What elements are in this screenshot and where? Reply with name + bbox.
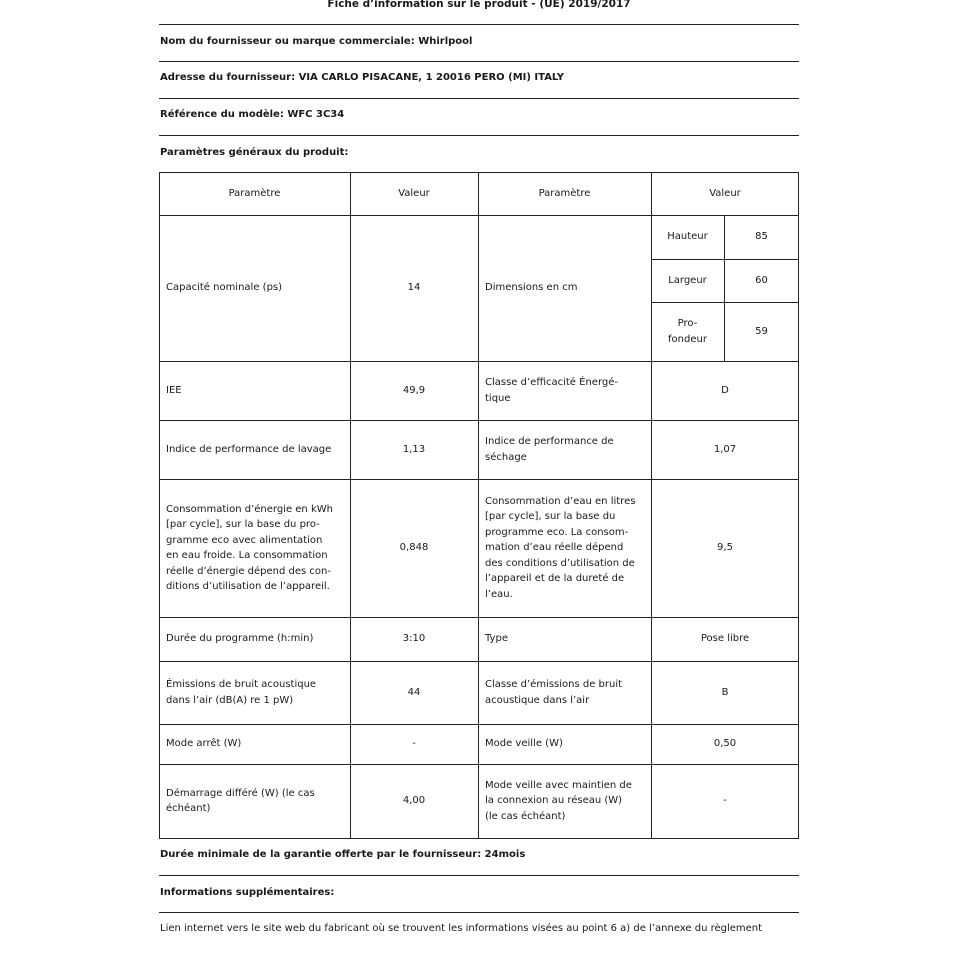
supplier-address: Adresse du fournisseur: VIA CARLO PISACANE, 1 20016 PERO (MI) ITALY <box>160 72 564 83</box>
divider <box>159 875 799 876</box>
program-duration-value: 3:10 <box>402 633 426 645</box>
dry-index-value: 1,07 <box>713 443 737 455</box>
delay-start-value: 4,00 <box>402 795 426 807</box>
header-value-1: Valeur <box>398 187 430 199</box>
energy-class-value: D <box>721 384 729 396</box>
width-label: Largeur <box>668 274 707 286</box>
additional-info-heading: Informations supplémentaires: <box>160 887 335 898</box>
standby-mode-value: 0,50 <box>713 738 737 750</box>
off-mode-label: Mode arrêt (W) <box>166 738 242 750</box>
wash-index-label: Indice de performance de lavage <box>166 443 332 455</box>
delay-start-label: Démarrage différé (W) (le cas échéant) <box>166 787 315 814</box>
header-value-2: Valeur <box>709 187 741 199</box>
width-value: 60 <box>755 274 768 286</box>
height-label: Hauteur <box>667 231 708 243</box>
wash-index-value: 1,13 <box>402 443 426 455</box>
noise-emission-value: 44 <box>407 686 421 698</box>
dimensions-label: Dimensions en cm <box>485 282 578 294</box>
off-mode-value: - <box>412 738 416 750</box>
iee-value: 49,9 <box>402 384 426 396</box>
model-reference: Référence du modèle: WFC 3C34 <box>160 109 345 120</box>
depth-label: Pro- fondeur <box>668 318 707 345</box>
manufacturer-link-text: Lien internet vers le site web du fabricant où se trouvent les informations visées au point 6 a) de l’annexe du règlement <box>160 923 763 934</box>
document-title: Fiche d’information sur le produit - (UE) 2019/2017 <box>327 0 631 10</box>
capacity-label: Capacité nominale (ps) <box>166 282 283 294</box>
divider <box>159 61 799 62</box>
general-params-heading: Paramètres généraux du produit: <box>160 147 349 158</box>
noise-emission-label: Émissions de bruit acoustique dans l’air (dB(A) re 1 pW) <box>166 679 317 706</box>
header-param-1: Paramètre <box>228 187 281 199</box>
capacity-value: 14 <box>407 282 421 294</box>
networked-standby-label: Mode veille avec maintien de la connexion au réseau (W) (le cas échéant) <box>485 779 632 822</box>
depth-value: 59 <box>755 325 768 337</box>
header-param-2: Paramètre <box>538 187 591 199</box>
type-value: Pose libre <box>700 633 750 645</box>
dry-index-label: Indice de performance de séchage <box>485 436 614 463</box>
iee-label: IEE <box>166 384 182 396</box>
parameters-table <box>159 172 799 838</box>
supplier-name: Nom du fournisseur ou marque commerciale: Whirlpool <box>160 36 473 47</box>
networked-standby-value: - <box>723 795 727 807</box>
energy-class-label: Classe d’efficacité Énergé- tique <box>485 377 618 404</box>
divider <box>159 24 799 25</box>
noise-class-value: B <box>721 686 729 698</box>
divider <box>159 98 799 99</box>
program-duration-label: Durée du programme (h:min) <box>166 633 314 645</box>
warranty-duration: Durée minimale de la garantie offerte par le fournisseur: 24mois <box>160 849 526 860</box>
noise-class-label: Classe d’émissions de bruit acoustique dans l’air <box>485 679 623 706</box>
energy-consumption-value: 0,848 <box>399 542 429 554</box>
divider <box>159 912 799 913</box>
energy-consumption-label: Consommation d’énergie en kWh [par cycle], sur la base du pro- gramme eco avec alimentation en eau froide. La consommation réelle d’énergie dépend des con- ditions d’utilisation de l’appareil. <box>166 503 333 592</box>
standby-mode-label: Mode veille (W) <box>485 738 563 750</box>
divider <box>159 135 799 136</box>
water-consumption-label: Consommation d’eau en litres [par cycle], sur la base du programme eco. La consom- mation d’eau réelle dépend des conditions d’utilisation de l’appareil et de la dureté de l’eau. <box>485 495 636 600</box>
height-value: 85 <box>755 231 768 243</box>
type-label: Type <box>485 633 508 645</box>
water-consumption-value: 9,5 <box>717 542 733 554</box>
